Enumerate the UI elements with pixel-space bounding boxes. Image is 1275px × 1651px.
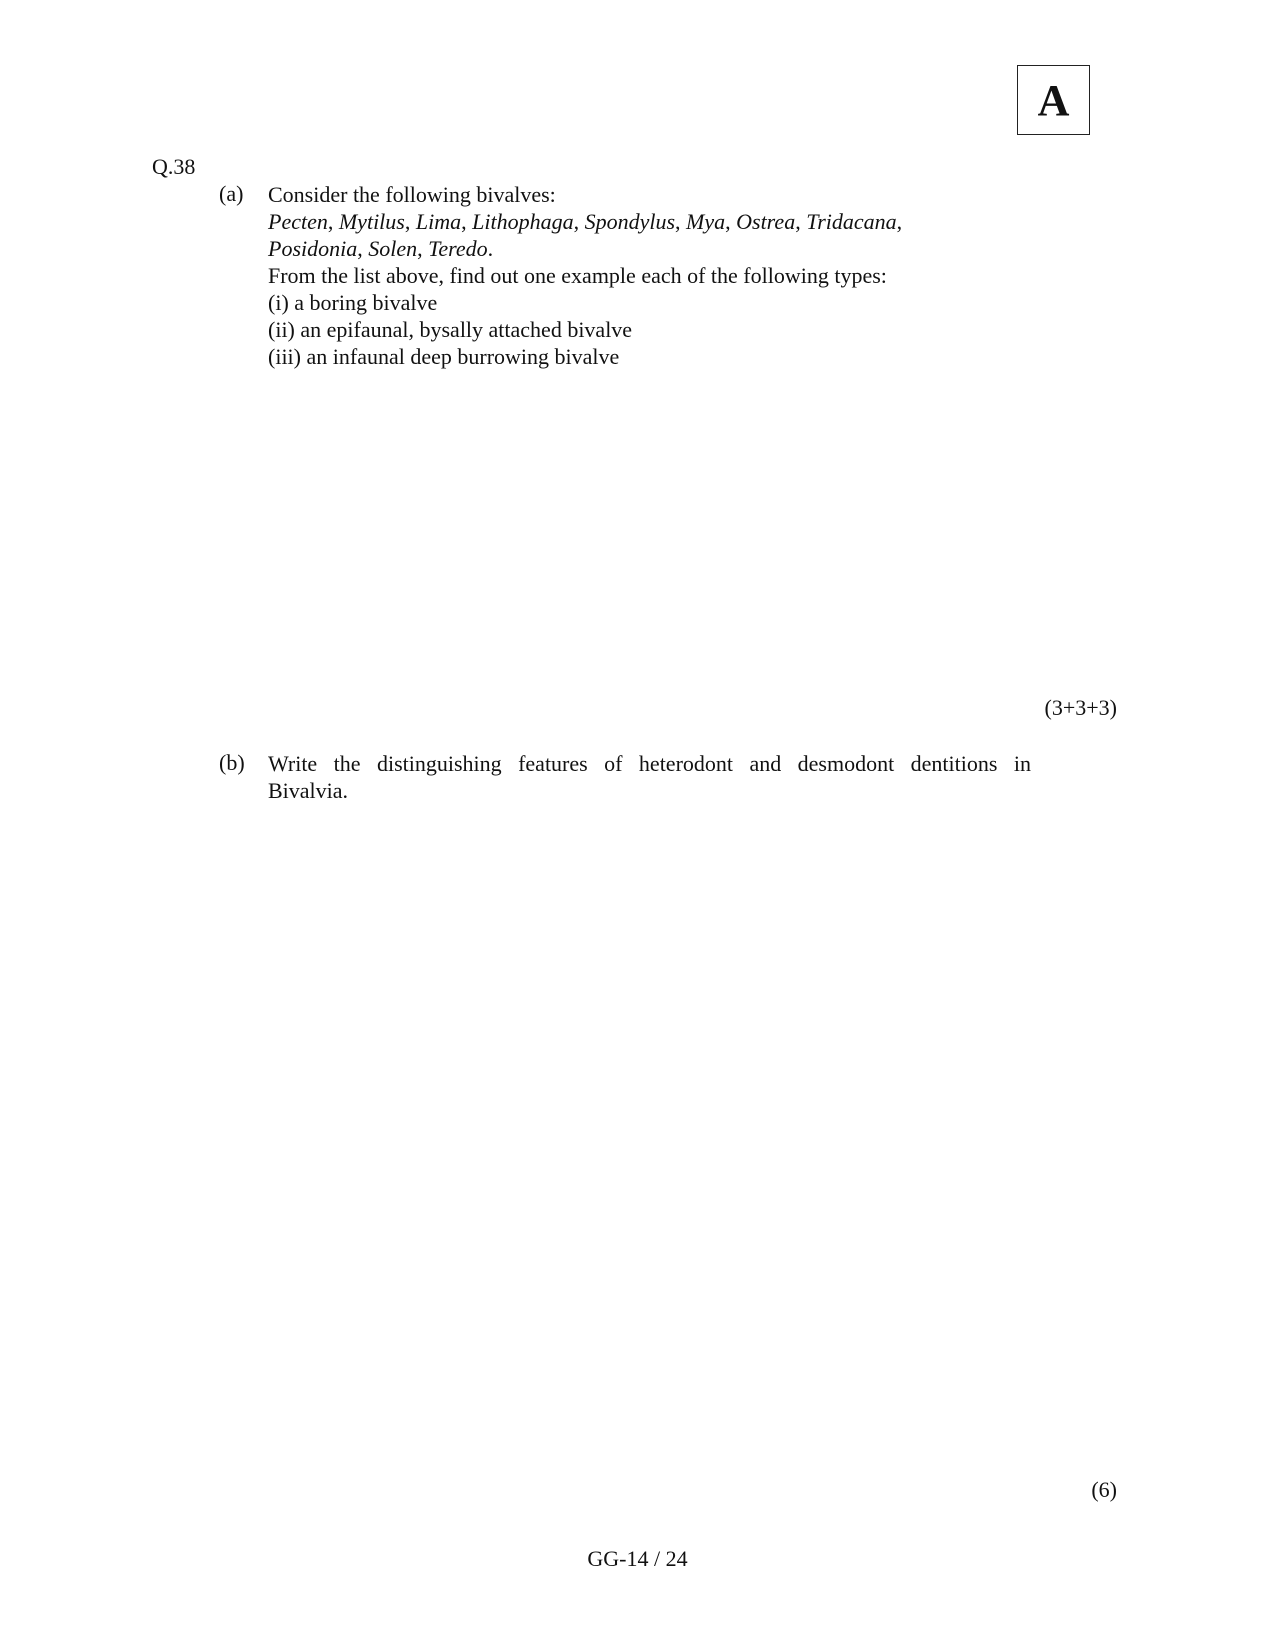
genera-line-2: Posidonia, Solen, Teredo.: [268, 236, 494, 261]
genera-line-1: Pecten, Mytilus, Lima, Lithophaga, Spondylus, Mya, Ostrea, Tridacana,: [268, 209, 903, 234]
part-a-item-ii: (ii) an epifaunal, bysally attached bivalve: [268, 317, 633, 342]
question-number: Q.38: [152, 154, 196, 179]
genus-lima: Lima: [415, 209, 462, 234]
part-a-item-i: (i) a boring bivalve: [268, 290, 438, 315]
genus-pecten: Pecten: [268, 209, 328, 234]
part-a-intro: Consider the following bivalves:: [268, 182, 556, 207]
genus-mya: Mya: [686, 209, 726, 234]
genus-spondylus: Spondylus: [584, 209, 676, 234]
part-b-marks: (6): [1091, 1477, 1117, 1502]
genus-solen: Solen: [368, 236, 418, 261]
part-a-instruction: From the list above, find out one example each of the following types:: [268, 263, 887, 288]
genus-mytilus: Mytilus: [338, 209, 405, 234]
part-a-item-iii: (iii) an infaunal deep burrowing bivalve: [268, 344, 620, 369]
part-b-text-line-2: Bivalvia.: [268, 778, 349, 803]
genus-teredo: Teredo: [428, 236, 488, 261]
genus-ostrea: Ostrea: [736, 209, 796, 234]
part-a-label: (a): [219, 181, 244, 206]
part-a-marks: (3+3+3): [1044, 695, 1117, 720]
part-b-text-line-1: Write the distinguishing features of heterodont and desmodont dentitions in: [268, 751, 1031, 776]
genus-posidonia: Posidonia: [268, 236, 358, 261]
genus-tridacana: Tridacana: [806, 209, 897, 234]
set-label: A: [1037, 75, 1070, 125]
genus-lithophaga: Lithophaga: [472, 209, 574, 234]
page-footer: GG-14 / 24: [587, 1546, 688, 1571]
set-label-box: [1017, 65, 1090, 135]
part-b-label: (b): [219, 750, 245, 775]
